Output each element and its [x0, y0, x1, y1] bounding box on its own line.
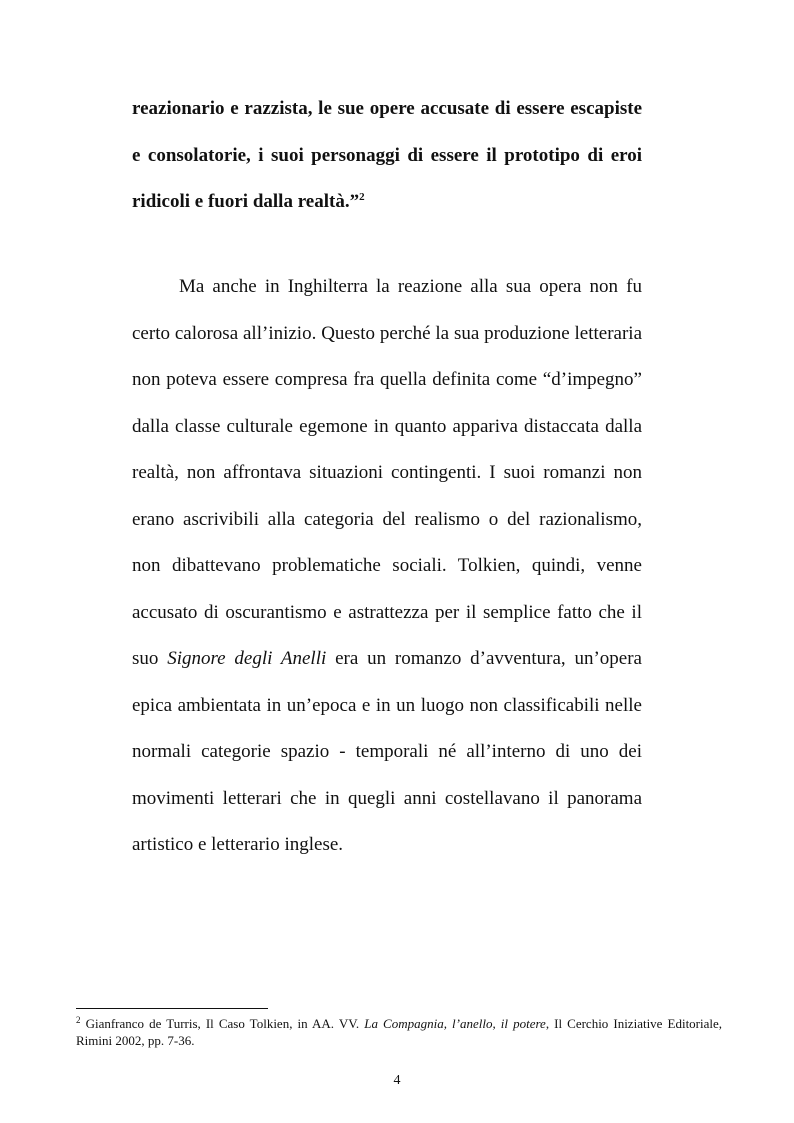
footnote-book-title: La Compagnia, l’anello, il potere — [364, 1016, 546, 1031]
footnote — [76, 1015, 722, 1049]
paragraph-text-start: Ma anche in Inghilterra la reazione alla sua opera non fu certo calorosa all’inizio. Questo perché la sua produzione letteraria non poteva essere compresa fra quella definita come “d’impegno” dalla classe culturale egemone in quanto appariva distaccata dalla realtà, non affrontava situazioni contingenti. I suoi romanzi non erano ascrivibili alla categoria del realismo o del razionalismo, non dibattevano problematiche sociali. Tolkien, quindi, venne accusato di oscurantismo e astrattezza per il semplice fatto che il suo — [132, 276, 642, 669]
page-number: 4 — [393, 1073, 401, 1088]
footnote-reference[interactable]: 2 — [359, 191, 365, 203]
quote-text: reazionario e razzista, le sue opere accusate di essere escapiste e consolatorie, i suoi personaggi di essere il prototipo di eroi ridicoli e fuori dalla realtà.” — [132, 98, 642, 212]
footnote-separator — [76, 1008, 268, 1009]
body-paragraph — [132, 264, 642, 869]
book-title: Signore degli Anelli — [167, 648, 327, 669]
footnote-text-end: , Il Cerchio Iniziative Editoriale, Rimini 2002, pp. 7-36. — [76, 1016, 723, 1048]
block-quote — [132, 86, 642, 226]
footnote-number: 2 — [76, 1015, 81, 1025]
footnote-text-start: Gianfranco de Turris, Il Caso Tolkien, in AA. VV. — [85, 1016, 360, 1031]
paragraph-text-end: era un romanzo d’avventura, un’opera epica ambientata in un’epoca e in un luogo non classificabili nelle normali categorie spazio - temporali né all’interno di uno dei movimenti letterari che in quegli anni costellavano il panorama artistico e letterario inglese. — [132, 648, 642, 855]
